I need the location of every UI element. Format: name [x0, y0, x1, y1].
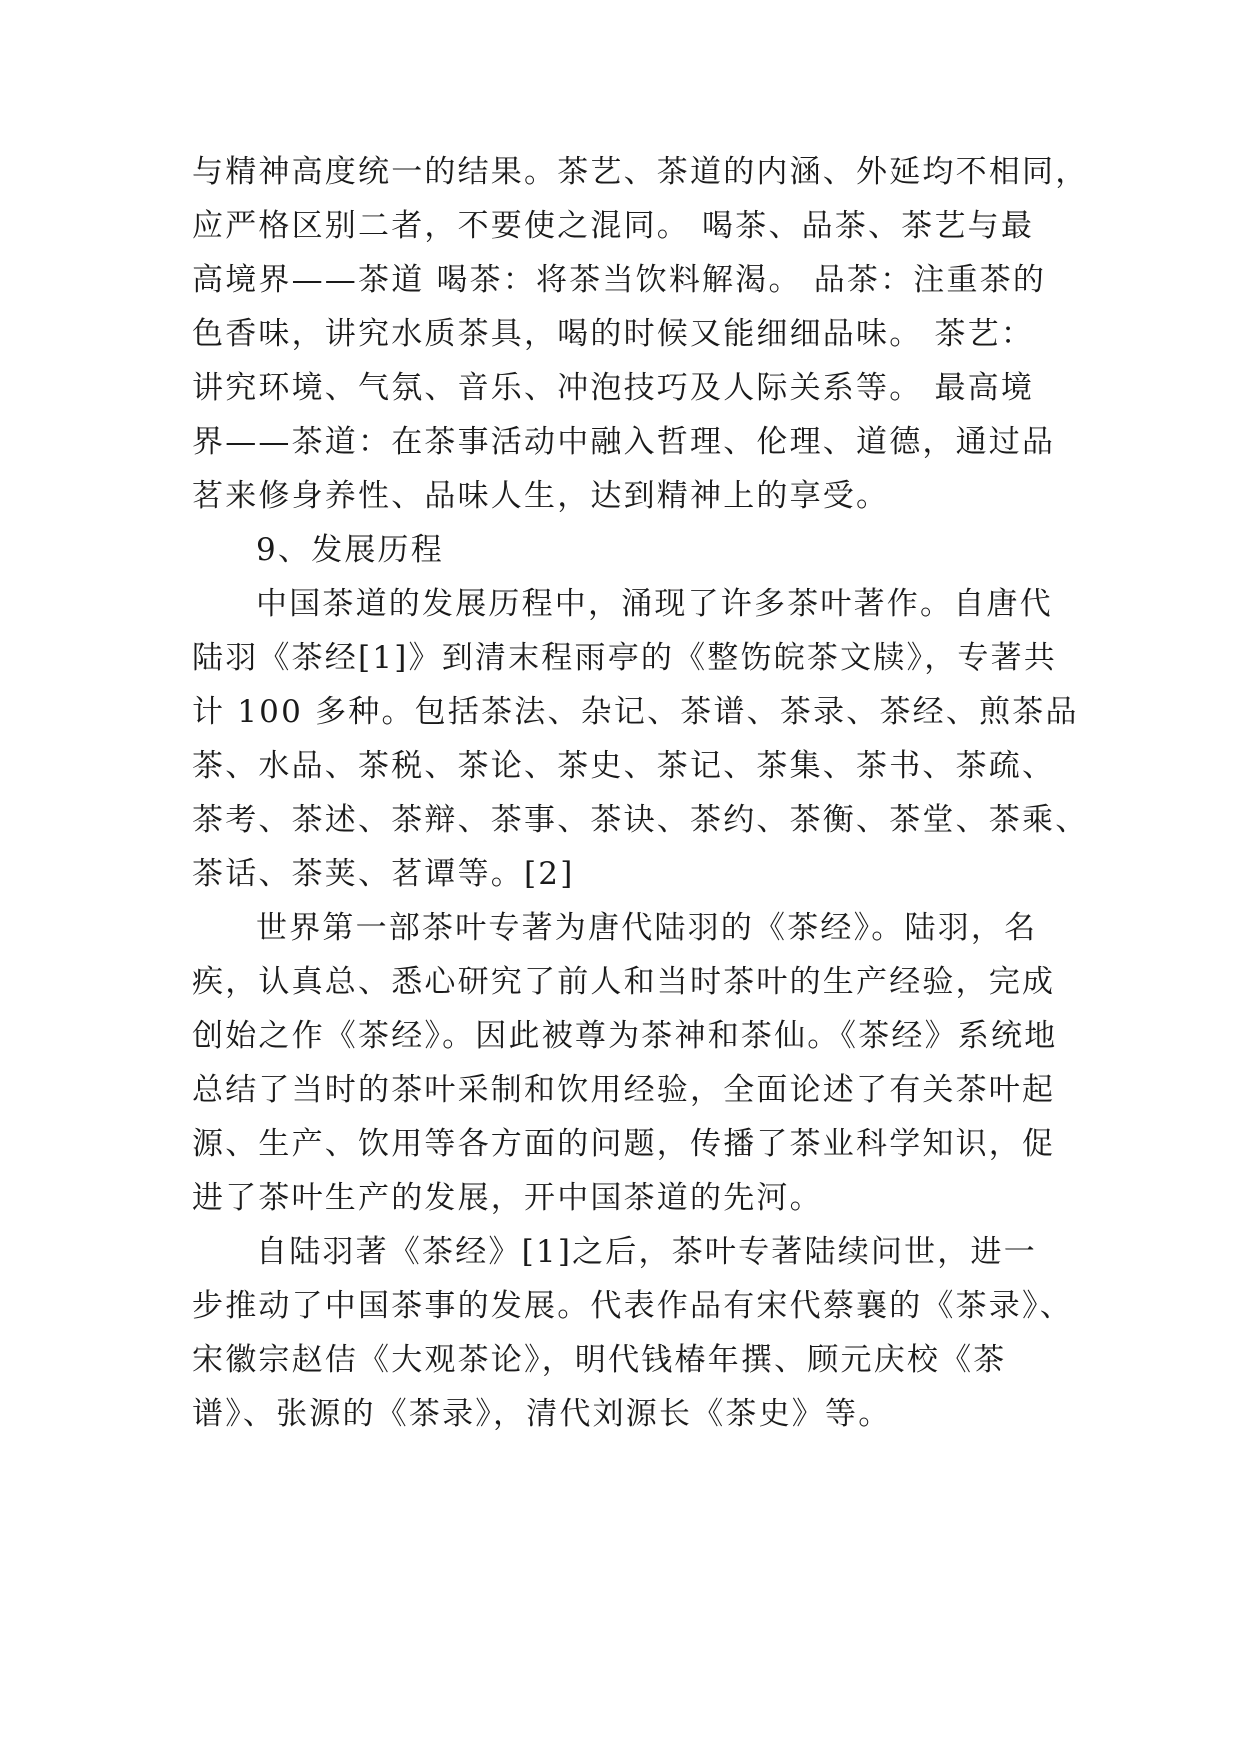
- text-line: 宋徽宗赵佶《大观茶论》，明代钱椿年撰、顾元庆校《茶: [192, 1342, 1007, 1378]
- text-line: 茶考、茶述、茶辩、茶事、茶诀、茶约、茶衡、茶堂、茶乘、: [192, 802, 1089, 838]
- text-line: 进了茶叶生产的发展，开中国茶道的先河。: [192, 1180, 823, 1216]
- text-line: 色香味，讲究水质茶具，喝的时候又能细细品味。 茶艺：: [192, 316, 1035, 352]
- text-line: 创始之作《茶经》。因此被尊为茶神和茶仙。《茶经》系统地: [192, 1018, 1058, 1054]
- text-line: 界——茶道：在茶事活动中融入哲理、伦理、道德，通过品: [192, 424, 1056, 460]
- text-line: 应严格区别二者，不要使之混同。 喝茶、品茶、茶艺与最: [192, 208, 1035, 244]
- text-line: 自陆羽著《茶经》[1]之后，茶叶专著陆续问世，进一: [256, 1234, 1037, 1270]
- text-line: 茶话、茶荚、茗谭等。[2]: [192, 856, 575, 892]
- text-line: 步推动了中国茶事的发展。代表作品有宋代蔡襄的《茶录》、: [192, 1288, 1073, 1324]
- text-line: 高境界——茶道 喝茶：将茶当饮料解渴。 品茶：注重茶的: [192, 262, 1047, 298]
- text-line: 世界第一部茶叶专著为唐代陆羽的《茶经》。陆羽，名: [256, 910, 1038, 946]
- text-line: 计 100 多种。包括茶法、杂记、茶谱、茶录、茶经、煎茶品: [192, 694, 1079, 730]
- text-line: 总结了当时的茶叶采制和饮用经验，全面论述了有关茶叶起: [192, 1072, 1056, 1108]
- text-line: 中国茶道的发展历程中，涌现了许多茶叶著作。自唐代: [256, 586, 1053, 622]
- text-line: 茶、水品、茶税、茶论、茶史、茶记、茶集、茶书、茶疏、: [192, 748, 1056, 784]
- section-heading: 9、发展历程: [256, 532, 444, 568]
- text-line: 茗来修身养性、品味人生，达到精神上的享受。: [192, 478, 890, 514]
- text-line: 疾，认真总、悉心研究了前人和当时茶叶的生产经验，完成: [192, 964, 1056, 1000]
- text-line: 陆羽《茶经[1]》到清末程雨亭的《整饬皖茶文牍》，专著共: [192, 640, 1058, 676]
- text-line: 与精神高度统一的结果。茶艺、茶道的内涵、外延均不相同，: [192, 154, 1089, 190]
- text-line: 讲究环境、气氛、音乐、冲泡技巧及人际关系等。 最高境: [192, 370, 1035, 406]
- text-line: 谱》、张源的《茶录》，清代刘源长《茶史》等。: [192, 1396, 892, 1432]
- text-line: 源、生产、饮用等各方面的问题，传播了茶业科学知识，促: [192, 1126, 1056, 1162]
